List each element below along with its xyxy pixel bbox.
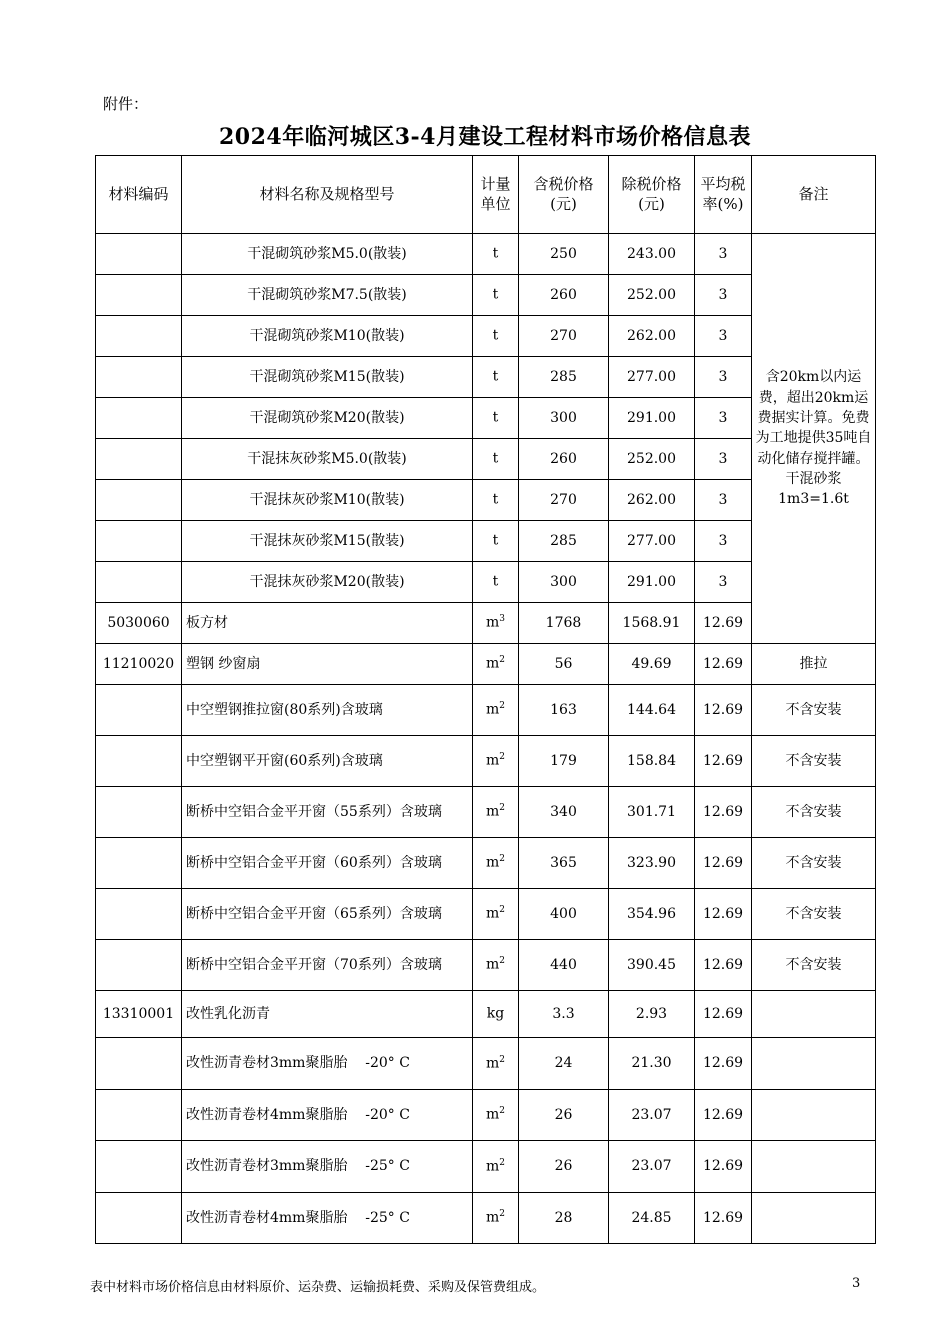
footer-note: 表中材料市场价格信息由材料原价、运杂费、运输损耗费、采购及保管费组成。 <box>90 1280 546 1295</box>
unit-base: kg <box>486 1005 505 1022</box>
cell-price-tax: 300 <box>519 562 609 603</box>
cell-code: 5030060 <box>96 603 182 644</box>
mortar-note: 含20km以内运费，超出20km运费据实计算。免费为工地提供35吨自动化储存搅拌罐。干混砂浆1m3=1.6t <box>752 234 876 644</box>
table-row <box>96 1193 876 1244</box>
unit-exponent: 2 <box>499 701 505 712</box>
cell-unit <box>473 439 519 480</box>
unit-exponent: 3 <box>499 614 505 625</box>
unit-base: t <box>492 245 499 262</box>
cell-note <box>752 1090 876 1141</box>
cell-price-tax: 3.3 <box>519 991 609 1038</box>
cell-note: 不含安装 <box>752 685 876 736</box>
cell-price-tax: 26 <box>519 1141 609 1193</box>
cell-tax-rate: 12.69 <box>695 1193 752 1244</box>
cell-code: 13310001 <box>96 991 182 1038</box>
cell-note: 不含安装 <box>752 940 876 991</box>
unit-base: m <box>485 752 500 769</box>
cell-price-notax: 277.00 <box>609 357 695 398</box>
cell-price-tax: 340 <box>519 787 609 838</box>
unit-base: t <box>492 491 499 508</box>
cell-tax-rate: 12.69 <box>695 889 752 940</box>
cell-price-tax: 260 <box>519 275 609 316</box>
cell-tax-rate: 3 <box>695 521 752 562</box>
cell-price-notax: 277.00 <box>609 521 695 562</box>
cell-name: 干混抹灰砂浆M10(散装) <box>182 480 473 521</box>
unit-base: m <box>485 1106 500 1123</box>
cell-note: 不含安装 <box>752 787 876 838</box>
cell-tax-rate: 12.69 <box>695 838 752 889</box>
cell-unit <box>473 562 519 603</box>
cell-price-tax: 163 <box>519 685 609 736</box>
cell-tax-rate: 3 <box>695 398 752 439</box>
cell-code <box>96 787 182 838</box>
cell-unit <box>473 234 519 275</box>
cell-price-tax: 28 <box>519 1193 609 1244</box>
header-unit: 计量单位 <box>473 156 519 234</box>
cell-price-notax: 23.07 <box>609 1141 695 1193</box>
unit-base: t <box>492 327 499 344</box>
cell-name: 改性沥青卷材3mm聚脂胎 -20° C <box>182 1038 473 1090</box>
cell-name: 改性沥青卷材3mm聚脂胎 -25° C <box>182 1141 473 1193</box>
unit-exponent: 2 <box>499 803 505 814</box>
header-row <box>96 156 876 234</box>
cell-price-notax: 1568.91 <box>609 603 695 644</box>
cell-price-notax: 291.00 <box>609 562 695 603</box>
cell-code: 11210020 <box>96 644 182 685</box>
cell-code <box>96 940 182 991</box>
cell-unit <box>473 940 519 991</box>
cell-unit <box>473 1038 519 1090</box>
page-number: 3 <box>852 1276 861 1291</box>
unit-exponent: 2 <box>499 905 505 916</box>
cell-name: 断桥中空铝合金平开窗（70系列）含玻璃 <box>182 940 473 991</box>
cell-price-notax: 262.00 <box>609 480 695 521</box>
cell-name: 断桥中空铝合金平开窗（65系列）含玻璃 <box>182 889 473 940</box>
cell-price-notax: 390.45 <box>609 940 695 991</box>
cell-price-tax: 400 <box>519 889 609 940</box>
cell-unit <box>473 357 519 398</box>
cell-name: 干混抹灰砂浆M15(散装) <box>182 521 473 562</box>
cell-unit <box>473 685 519 736</box>
unit-base: m <box>485 655 500 672</box>
table-row <box>96 889 876 940</box>
cell-unit <box>473 1141 519 1193</box>
header-name: 材料名称及规格型号 <box>182 156 473 234</box>
cell-price-notax: 291.00 <box>609 398 695 439</box>
cell-tax-rate: 3 <box>695 234 752 275</box>
table-row <box>96 736 876 787</box>
unit-base: t <box>492 532 499 549</box>
cell-code <box>96 1038 182 1090</box>
cell-code <box>96 439 182 480</box>
table-row <box>96 1141 876 1193</box>
cell-price-tax: 179 <box>519 736 609 787</box>
table-row <box>96 685 876 736</box>
page-title: 2024年临河城区3-4月建设工程材料市场价格信息表 <box>219 124 751 150</box>
cell-code <box>96 685 182 736</box>
unit-base: m <box>485 905 500 922</box>
cell-price-tax: 270 <box>519 480 609 521</box>
cell-price-tax: 440 <box>519 940 609 991</box>
table-body <box>96 234 876 1244</box>
cell-price-tax: 285 <box>519 357 609 398</box>
cell-name: 中空塑钢推拉窗(80系列)含玻璃 <box>182 685 473 736</box>
table-row <box>96 838 876 889</box>
cell-tax-rate: 12.69 <box>695 644 752 685</box>
unit-exponent: 2 <box>499 956 505 967</box>
cell-code <box>96 736 182 787</box>
table-row <box>96 787 876 838</box>
cell-price-notax: 24.85 <box>609 1193 695 1244</box>
cell-price-tax: 260 <box>519 439 609 480</box>
cell-unit <box>473 316 519 357</box>
unit-base: m <box>485 803 500 820</box>
cell-code <box>96 234 182 275</box>
cell-tax-rate: 3 <box>695 357 752 398</box>
cell-price-tax: 56 <box>519 644 609 685</box>
cell-tax-rate: 12.69 <box>695 685 752 736</box>
cell-name: 干混砌筑砂浆M20(散装) <box>182 398 473 439</box>
cell-tax-rate: 12.69 <box>695 603 752 644</box>
cell-name: 干混抹灰砂浆M5.0(散装) <box>182 439 473 480</box>
cell-price-notax: 21.30 <box>609 1038 695 1090</box>
cell-price-notax: 144.64 <box>609 685 695 736</box>
cell-tax-rate: 12.69 <box>695 1038 752 1090</box>
unit-exponent: 2 <box>499 854 505 865</box>
cell-code <box>96 480 182 521</box>
price-table <box>95 155 876 1244</box>
cell-tax-rate: 12.69 <box>695 787 752 838</box>
unit-base: m <box>485 1158 500 1175</box>
cell-price-tax: 1768 <box>519 603 609 644</box>
cell-name: 板方材 <box>182 603 473 644</box>
table-row <box>96 1038 876 1090</box>
cell-unit <box>473 521 519 562</box>
cell-name: 中空塑钢平开窗(60系列)含玻璃 <box>182 736 473 787</box>
cell-code <box>96 357 182 398</box>
unit-exponent: 2 <box>499 752 505 763</box>
cell-code <box>96 398 182 439</box>
cell-tax-rate: 12.69 <box>695 991 752 1038</box>
unit-base: m <box>485 614 500 631</box>
cell-unit <box>473 736 519 787</box>
cell-price-tax: 250 <box>519 234 609 275</box>
cell-unit <box>473 838 519 889</box>
cell-code <box>96 521 182 562</box>
cell-code <box>96 316 182 357</box>
table-row <box>96 940 876 991</box>
cell-tax-rate: 12.69 <box>695 736 752 787</box>
cell-price-notax: 243.00 <box>609 234 695 275</box>
cell-name: 干混砌筑砂浆M5.0(散装) <box>182 234 473 275</box>
cell-unit <box>473 644 519 685</box>
header-note: 备注 <box>752 156 876 234</box>
cell-price-notax: 301.71 <box>609 787 695 838</box>
cell-unit <box>473 889 519 940</box>
cell-name: 干混砌筑砂浆M15(散装) <box>182 357 473 398</box>
cell-note <box>752 991 876 1038</box>
cell-note: 推拉 <box>752 644 876 685</box>
cell-name: 断桥中空铝合金平开窗（60系列）含玻璃 <box>182 838 473 889</box>
table-row <box>96 234 876 275</box>
cell-unit <box>473 275 519 316</box>
unit-base: m <box>485 1209 500 1226</box>
cell-price-notax: 49.69 <box>609 644 695 685</box>
cell-price-notax: 2.93 <box>609 991 695 1038</box>
cell-unit <box>473 398 519 439</box>
cell-code <box>96 562 182 603</box>
unit-exponent: 2 <box>499 1157 505 1168</box>
cell-price-tax: 26 <box>519 1090 609 1141</box>
cell-code <box>96 889 182 940</box>
attachment-label: 附件： <box>103 95 149 113</box>
cell-name: 断桥中空铝合金平开窗（55系列）含玻璃 <box>182 787 473 838</box>
cell-unit <box>473 1090 519 1141</box>
cell-unit <box>473 991 519 1038</box>
unit-exponent: 2 <box>499 655 505 666</box>
cell-price-notax: 23.07 <box>609 1090 695 1141</box>
cell-name: 干混砌筑砂浆M10(散装) <box>182 316 473 357</box>
unit-base: t <box>492 409 499 426</box>
cell-unit <box>473 480 519 521</box>
cell-tax-rate: 3 <box>695 316 752 357</box>
cell-tax-rate: 3 <box>695 480 752 521</box>
cell-note: 不含安装 <box>752 838 876 889</box>
unit-exponent: 2 <box>499 1106 505 1117</box>
cell-name: 塑钢 纱窗扇 <box>182 644 473 685</box>
cell-code <box>96 275 182 316</box>
cell-name: 改性沥青卷材4mm聚脂胎 -20° C <box>182 1090 473 1141</box>
cell-code <box>96 1193 182 1244</box>
table-row <box>96 991 876 1038</box>
header-code: 材料编码 <box>96 156 182 234</box>
unit-base: m <box>485 956 500 973</box>
cell-price-tax: 270 <box>519 316 609 357</box>
cell-tax-rate: 3 <box>695 439 752 480</box>
cell-name: 改性沥青卷材4mm聚脂胎 -25° C <box>182 1193 473 1244</box>
unit-exponent: 2 <box>499 1209 505 1220</box>
cell-price-notax: 252.00 <box>609 439 695 480</box>
unit-base: t <box>492 573 499 590</box>
cell-name: 改性乳化沥青 <box>182 991 473 1038</box>
unit-base: m <box>485 854 500 871</box>
cell-unit <box>473 1193 519 1244</box>
header-price-notax: 除税价格(元) <box>609 156 695 234</box>
cell-code <box>96 838 182 889</box>
header-price-tax: 含税价格(元) <box>519 156 609 234</box>
cell-price-tax: 300 <box>519 398 609 439</box>
unit-base: t <box>492 450 499 467</box>
cell-price-tax: 365 <box>519 838 609 889</box>
cell-tax-rate: 12.69 <box>695 940 752 991</box>
cell-price-notax: 323.90 <box>609 838 695 889</box>
header-tax-rate: 平均税率(%) <box>695 156 752 234</box>
table-row <box>96 1090 876 1141</box>
unit-exponent: 2 <box>499 1054 505 1065</box>
cell-note <box>752 1038 876 1090</box>
cell-price-notax: 252.00 <box>609 275 695 316</box>
cell-name: 干混砌筑砂浆M7.5(散装) <box>182 275 473 316</box>
cell-unit <box>473 787 519 838</box>
cell-price-tax: 24 <box>519 1038 609 1090</box>
table-row <box>96 644 876 685</box>
cell-tax-rate: 12.69 <box>695 1141 752 1193</box>
unit-base: t <box>492 286 499 303</box>
unit-base: t <box>492 368 499 385</box>
cell-tax-rate: 12.69 <box>695 1090 752 1141</box>
cell-note <box>752 1141 876 1193</box>
cell-price-notax: 262.00 <box>609 316 695 357</box>
cell-note <box>752 1193 876 1244</box>
cell-code <box>96 1141 182 1193</box>
cell-tax-rate: 3 <box>695 275 752 316</box>
cell-code <box>96 1090 182 1141</box>
cell-price-tax: 285 <box>519 521 609 562</box>
cell-note: 不含安装 <box>752 736 876 787</box>
cell-note: 不含安装 <box>752 889 876 940</box>
cell-tax-rate: 3 <box>695 562 752 603</box>
cell-price-notax: 158.84 <box>609 736 695 787</box>
cell-unit <box>473 603 519 644</box>
unit-base: m <box>485 701 500 718</box>
cell-price-notax: 354.96 <box>609 889 695 940</box>
unit-base: m <box>485 1055 500 1072</box>
cell-name: 干混抹灰砂浆M20(散装) <box>182 562 473 603</box>
